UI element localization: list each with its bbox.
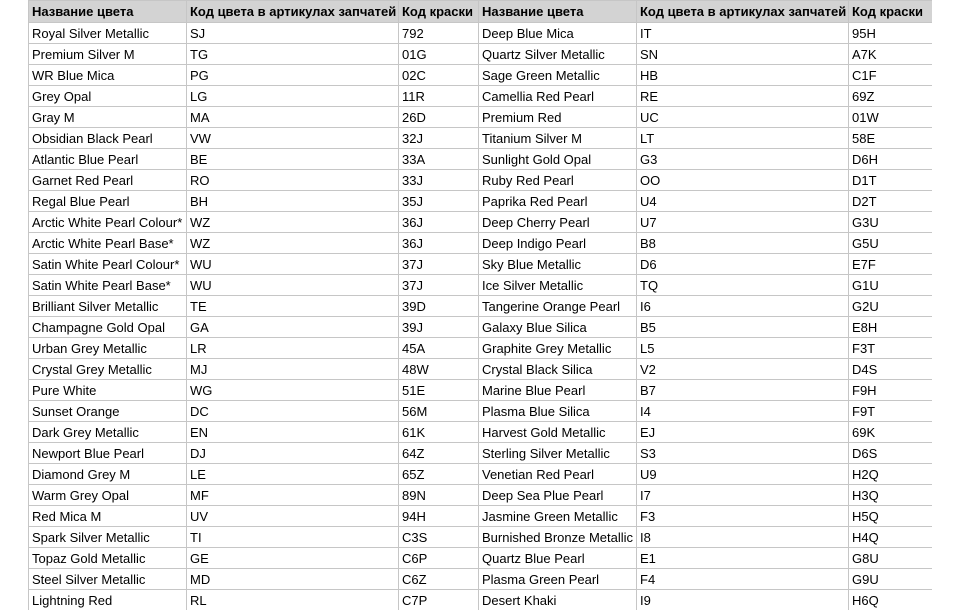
part-color-code-cell: PG <box>187 65 399 86</box>
paint-code-cell: 39D <box>399 296 479 317</box>
paint-code-cell: D6S <box>849 443 933 464</box>
part-color-code-cell: B7 <box>637 380 849 401</box>
part-color-code-cell: DJ <box>187 443 399 464</box>
paint-code-cell: H6Q <box>849 590 933 610</box>
color-name-cell: Burnished Bronze Metallic <box>479 527 637 548</box>
paint-code-cell: 33J <box>399 170 479 191</box>
table-row <box>29 464 933 485</box>
paint-code-cell: 89N <box>399 485 479 506</box>
color-name-cell: Royal Silver Metallic <box>29 23 187 44</box>
table-row <box>29 233 933 254</box>
color-name-cell: Premium Red <box>479 107 637 128</box>
header-part-color-code: Код цвета в артикулах запчатей <box>187 1 399 23</box>
paint-code-cell: 35J <box>399 191 479 212</box>
table-row <box>29 338 933 359</box>
color-name-cell: Paprika Red Pearl <box>479 191 637 212</box>
table-row <box>29 506 933 527</box>
paint-code-cell: C7P <box>399 590 479 610</box>
paint-code-cell: D2T <box>849 191 933 212</box>
color-name-cell: Crystal Grey Metallic <box>29 359 187 380</box>
part-color-code-cell: S3 <box>637 443 849 464</box>
color-name-cell: Grey Opal <box>29 86 187 107</box>
paint-code-cell: G1U <box>849 275 933 296</box>
part-color-code-cell: IT <box>637 23 849 44</box>
color-name-cell: Marine Blue Pearl <box>479 380 637 401</box>
color-name-cell: Tangerine Orange Pearl <box>479 296 637 317</box>
table-row <box>29 380 933 401</box>
paint-code-cell: G3U <box>849 212 933 233</box>
color-name-cell: Deep Blue Mica <box>479 23 637 44</box>
part-color-code-cell: EN <box>187 422 399 443</box>
paint-code-cell: 01G <box>399 44 479 65</box>
part-color-code-cell: U9 <box>637 464 849 485</box>
header-row <box>29 1 933 23</box>
paint-code-cell: F3T <box>849 338 933 359</box>
table-row <box>29 422 933 443</box>
part-color-code-cell: HB <box>637 65 849 86</box>
color-name-cell: Crystal Black Silica <box>479 359 637 380</box>
part-color-code-cell: L5 <box>637 338 849 359</box>
part-color-code-cell: TQ <box>637 275 849 296</box>
paint-code-cell: 37J <box>399 275 479 296</box>
color-name-cell: Venetian Red Pearl <box>479 464 637 485</box>
color-name-cell: Deep Cherry Pearl <box>479 212 637 233</box>
table-row <box>29 527 933 548</box>
part-color-code-cell: TI <box>187 527 399 548</box>
part-color-code-cell: U7 <box>637 212 849 233</box>
color-name-cell: Galaxy Blue Silica <box>479 317 637 338</box>
part-color-code-cell: LG <box>187 86 399 107</box>
paint-code-cell: 26D <box>399 107 479 128</box>
part-color-code-cell: B5 <box>637 317 849 338</box>
part-color-code-cell: E1 <box>637 548 849 569</box>
color-name-cell: Red Mica M <box>29 506 187 527</box>
header-color-name: Название цвета <box>479 1 637 23</box>
color-name-cell: Harvest Gold Metallic <box>479 422 637 443</box>
paint-code-cell: C3S <box>399 527 479 548</box>
header-paint-code: Код краски <box>399 1 479 23</box>
table-row <box>29 359 933 380</box>
part-color-code-cell: D6 <box>637 254 849 275</box>
paint-code-cell: 95H <box>849 23 933 44</box>
color-name-cell: Sunset Orange <box>29 401 187 422</box>
part-color-code-cell: I4 <box>637 401 849 422</box>
part-color-code-cell: RL <box>187 590 399 610</box>
paint-code-cell: 69K <box>849 422 933 443</box>
part-color-code-cell: WG <box>187 380 399 401</box>
table-row <box>29 569 933 590</box>
paint-code-cell: 61K <box>399 422 479 443</box>
paint-code-cell: 36J <box>399 233 479 254</box>
paint-code-cell: 48W <box>399 359 479 380</box>
part-color-code-cell: I8 <box>637 527 849 548</box>
part-color-code-cell: WZ <box>187 233 399 254</box>
part-color-code-cell: I7 <box>637 485 849 506</box>
table-row <box>29 548 933 569</box>
paint-code-cell: 64Z <box>399 443 479 464</box>
color-name-cell: Deep Indigo Pearl <box>479 233 637 254</box>
part-color-code-cell: DC <box>187 401 399 422</box>
color-name-cell: Regal Blue Pearl <box>29 191 187 212</box>
part-color-code-cell: VW <box>187 128 399 149</box>
part-color-code-cell: MD <box>187 569 399 590</box>
part-color-code-cell: UV <box>187 506 399 527</box>
paint-code-cell: 94H <box>399 506 479 527</box>
paint-code-cell: 39J <box>399 317 479 338</box>
paint-code-cell: 32J <box>399 128 479 149</box>
paint-code-cell: 51E <box>399 380 479 401</box>
part-color-code-cell: MA <box>187 107 399 128</box>
color-code-table <box>28 0 932 610</box>
color-name-cell: Arctic White Pearl Base* <box>29 233 187 254</box>
paint-code-cell: D6H <box>849 149 933 170</box>
part-color-code-cell: I9 <box>637 590 849 610</box>
paint-code-cell: 36J <box>399 212 479 233</box>
color-name-cell: Graphite Grey Metallic <box>479 338 637 359</box>
table-row <box>29 317 933 338</box>
color-name-cell: Dark Grey Metallic <box>29 422 187 443</box>
part-color-code-cell: U4 <box>637 191 849 212</box>
paint-code-cell: 45A <box>399 338 479 359</box>
table-row <box>29 296 933 317</box>
part-color-code-cell: BH <box>187 191 399 212</box>
paint-code-cell: A7K <box>849 44 933 65</box>
paint-code-cell: 792 <box>399 23 479 44</box>
part-color-code-cell: WU <box>187 254 399 275</box>
paint-code-cell: F9T <box>849 401 933 422</box>
color-name-cell: Spark Silver Metallic <box>29 527 187 548</box>
color-name-cell: Desert Khaki <box>479 590 637 610</box>
color-name-cell: Quartz Silver Metallic <box>479 44 637 65</box>
color-name-cell: Premium Silver M <box>29 44 187 65</box>
part-color-code-cell: MF <box>187 485 399 506</box>
table-row <box>29 485 933 506</box>
color-name-cell: Topaz Gold Metallic <box>29 548 187 569</box>
paint-code-cell: E8H <box>849 317 933 338</box>
color-name-cell: Obsidian Black Pearl <box>29 128 187 149</box>
paint-code-cell: E7F <box>849 254 933 275</box>
part-color-code-cell: LE <box>187 464 399 485</box>
part-color-code-cell: LT <box>637 128 849 149</box>
table-row <box>29 170 933 191</box>
color-name-cell: Deep Sea Plue Pearl <box>479 485 637 506</box>
color-name-cell: Atlantic Blue Pearl <box>29 149 187 170</box>
color-name-cell: Ruby Red Pearl <box>479 170 637 191</box>
table-row <box>29 128 933 149</box>
table-row <box>29 44 933 65</box>
color-name-cell: Champagne Gold Opal <box>29 317 187 338</box>
header-color-name: Название цвета <box>29 1 187 23</box>
paint-code-cell: 01W <box>849 107 933 128</box>
paint-code-cell: H3Q <box>849 485 933 506</box>
color-name-cell: Urban Grey Metallic <box>29 338 187 359</box>
part-color-code-cell: I6 <box>637 296 849 317</box>
color-name-cell: Sunlight Gold Opal <box>479 149 637 170</box>
color-name-cell: Satin White Pearl Base* <box>29 275 187 296</box>
color-name-cell: WR Blue Mica <box>29 65 187 86</box>
color-name-cell: Ice Silver Metallic <box>479 275 637 296</box>
header-part-color-code: Код цвета в артикулах запчатей <box>637 1 849 23</box>
part-color-code-cell: RO <box>187 170 399 191</box>
paint-code-cell: H2Q <box>849 464 933 485</box>
paint-code-cell: D4S <box>849 359 933 380</box>
color-name-cell: Lightning Red <box>29 590 187 610</box>
part-color-code-cell: B8 <box>637 233 849 254</box>
part-color-code-cell: BE <box>187 149 399 170</box>
paint-code-cell: 58E <box>849 128 933 149</box>
paint-code-cell: 65Z <box>399 464 479 485</box>
part-color-code-cell: G3 <box>637 149 849 170</box>
color-code-table-container <box>28 0 932 610</box>
paint-code-cell: G2U <box>849 296 933 317</box>
table-row <box>29 86 933 107</box>
paint-code-cell: H4Q <box>849 527 933 548</box>
paint-code-cell: 11R <box>399 86 479 107</box>
color-name-cell: Titanium Silver M <box>479 128 637 149</box>
paint-code-cell: G9U <box>849 569 933 590</box>
color-name-cell: Pure White <box>29 380 187 401</box>
color-name-cell: Camellia Red Pearl <box>479 86 637 107</box>
part-color-code-cell: WU <box>187 275 399 296</box>
part-color-code-cell: F3 <box>637 506 849 527</box>
color-name-cell: Plasma Blue Silica <box>479 401 637 422</box>
part-color-code-cell: OO <box>637 170 849 191</box>
paint-code-cell: 33A <box>399 149 479 170</box>
part-color-code-cell: GE <box>187 548 399 569</box>
table-row <box>29 23 933 44</box>
table-row <box>29 443 933 464</box>
table-row <box>29 401 933 422</box>
paint-code-cell: G8U <box>849 548 933 569</box>
part-color-code-cell: UC <box>637 107 849 128</box>
part-color-code-cell: F4 <box>637 569 849 590</box>
table-row <box>29 65 933 86</box>
table-row <box>29 107 933 128</box>
paint-code-cell: C6Z <box>399 569 479 590</box>
paint-code-cell: D1T <box>849 170 933 191</box>
paint-code-cell: 02C <box>399 65 479 86</box>
color-name-cell: Plasma Green Pearl <box>479 569 637 590</box>
color-name-cell: Sage Green Metallic <box>479 65 637 86</box>
paint-code-cell: C1F <box>849 65 933 86</box>
paint-code-cell: 69Z <box>849 86 933 107</box>
color-name-cell: Newport Blue Pearl <box>29 443 187 464</box>
paint-code-cell: 56M <box>399 401 479 422</box>
paint-code-cell: G5U <box>849 233 933 254</box>
paint-code-cell: F9H <box>849 380 933 401</box>
color-name-cell: Gray M <box>29 107 187 128</box>
header-paint-code: Код краски <box>849 1 933 23</box>
table-row <box>29 590 933 610</box>
part-color-code-cell: SN <box>637 44 849 65</box>
table-row <box>29 191 933 212</box>
part-color-code-cell: MJ <box>187 359 399 380</box>
table-row <box>29 149 933 170</box>
table-body <box>29 23 933 610</box>
part-color-code-cell: EJ <box>637 422 849 443</box>
color-name-cell: Brilliant Silver Metallic <box>29 296 187 317</box>
paint-code-cell: H5Q <box>849 506 933 527</box>
table-row <box>29 275 933 296</box>
part-color-code-cell: LR <box>187 338 399 359</box>
color-name-cell: Diamond Grey M <box>29 464 187 485</box>
part-color-code-cell: SJ <box>187 23 399 44</box>
paint-code-cell: C6P <box>399 548 479 569</box>
color-name-cell: Sky Blue Metallic <box>479 254 637 275</box>
table-row <box>29 254 933 275</box>
part-color-code-cell: WZ <box>187 212 399 233</box>
part-color-code-cell: GA <box>187 317 399 338</box>
color-name-cell: Satin White Pearl Colour* <box>29 254 187 275</box>
table-row <box>29 212 933 233</box>
part-color-code-cell: RE <box>637 86 849 107</box>
color-name-cell: Jasmine Green Metallic <box>479 506 637 527</box>
part-color-code-cell: V2 <box>637 359 849 380</box>
color-name-cell: Arctic White Pearl Colour* <box>29 212 187 233</box>
color-name-cell: Warm Grey Opal <box>29 485 187 506</box>
part-color-code-cell: TG <box>187 44 399 65</box>
color-name-cell: Steel Silver Metallic <box>29 569 187 590</box>
part-color-code-cell: TE <box>187 296 399 317</box>
paint-code-cell: 37J <box>399 254 479 275</box>
color-name-cell: Garnet Red Pearl <box>29 170 187 191</box>
color-name-cell: Sterling Silver Metallic <box>479 443 637 464</box>
color-name-cell: Quartz Blue Pearl <box>479 548 637 569</box>
